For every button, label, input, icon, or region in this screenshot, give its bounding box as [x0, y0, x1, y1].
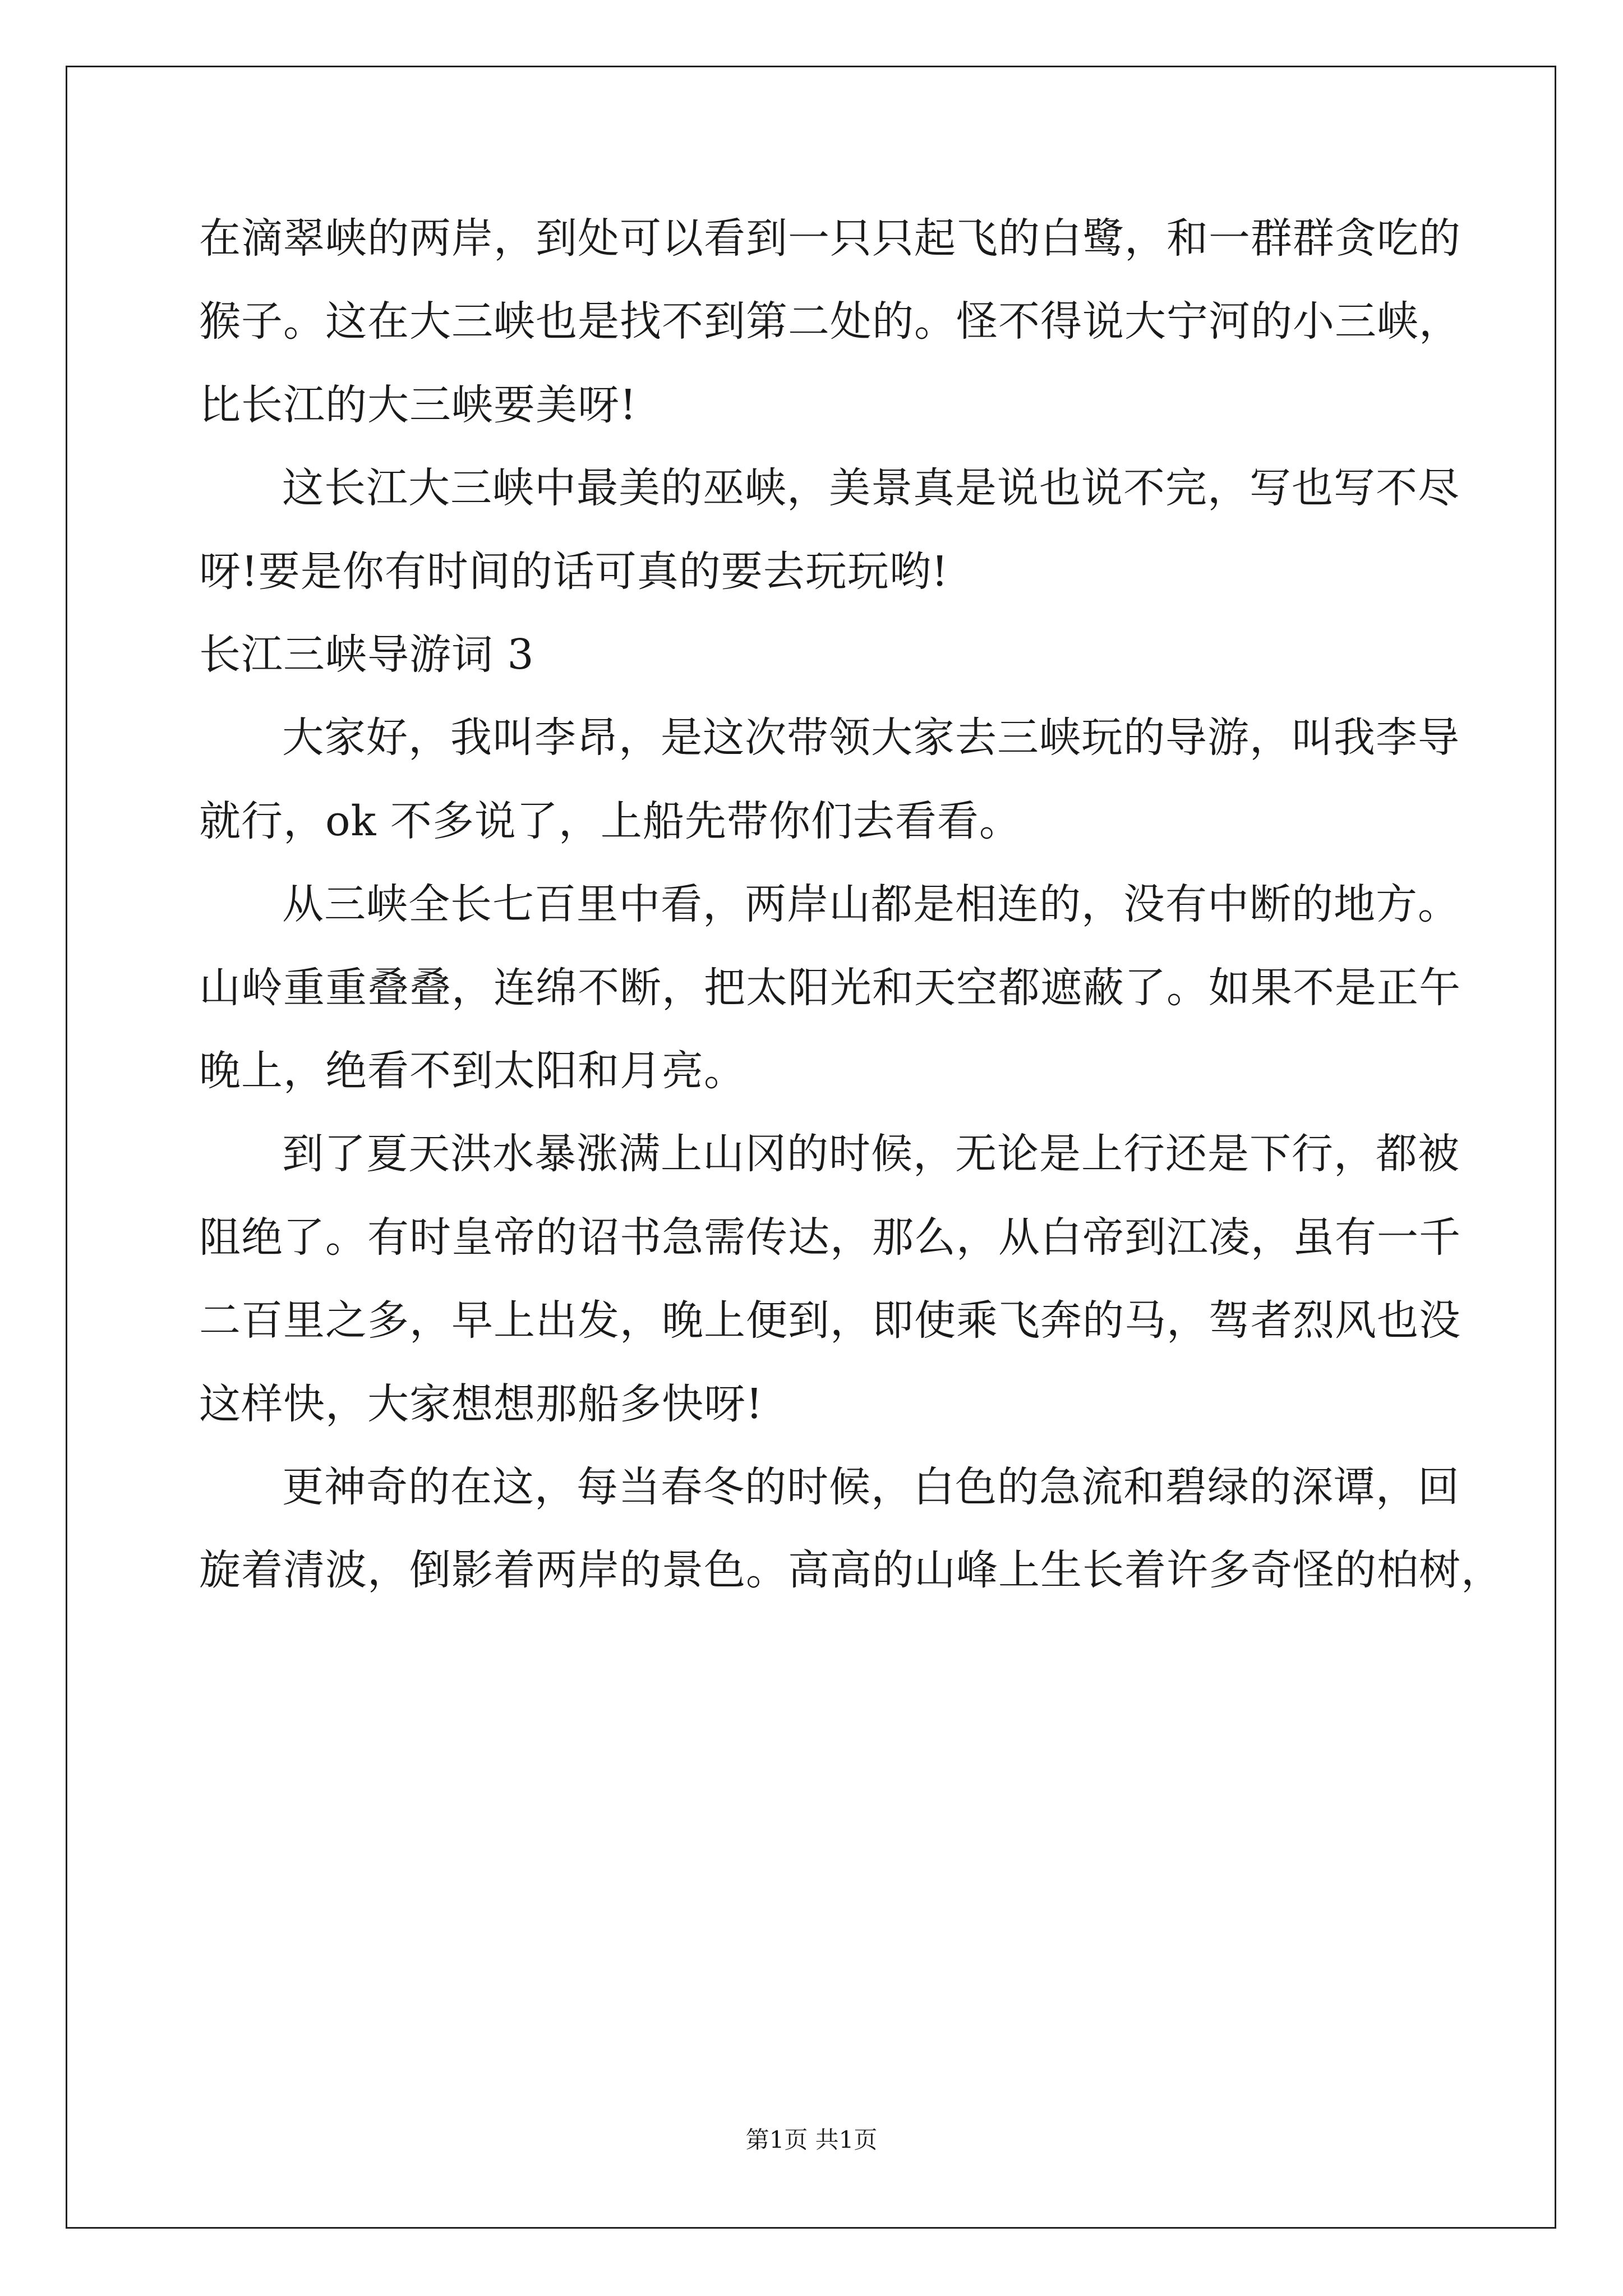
text-line: 山岭重重叠叠，连绵不断，把太阳光和天空都遮蔽了。如果不是正午: [199, 964, 1461, 1012]
page-footer: 第1页 共1页: [745, 2126, 878, 2154]
text-line: 这样快，大家想想那船多快呀!: [199, 1380, 763, 1428]
text-line: 晚上，绝看不到太阳和月亮。: [199, 1047, 746, 1095]
text-line: 二百里之多，早上出发，晚上便到，即使乘飞奔的马，驾者烈风也没: [199, 1296, 1461, 1345]
text-line: 在滴翠峡的两岸，到处可以看到一只只起飞的白鹭，和一群群贪吃的: [199, 214, 1461, 263]
text-line: 旋着清波，倒影着两岸的景色。高高的山峰上生长着许多奇怪的柏树，: [199, 1546, 1503, 1594]
section-heading: 长江三峡导游词 3: [199, 631, 534, 679]
paragraph-first-line: 这长江大三峡中最美的巫峡，美景真是说也说不完，写也写不尽: [282, 464, 1460, 512]
text-line: 就行，ok 不多说了，上船先带你们去看看。: [199, 797, 1021, 845]
text-line: 猴子。这在大三峡也是找不到第二处的。怪不得说大宁河的小三峡，: [199, 297, 1461, 346]
paragraph-first-line: 更神奇的在这，每当春冬的时候，白色的急流和碧绿的深谭，回: [282, 1463, 1460, 1511]
paragraph-first-line: 大家好，我叫李昂，是这次带领大家去三峡玩的导游，叫我李导: [282, 714, 1460, 762]
text-line: 呀!要是你有时间的话可真的要去玩玩哟!: [199, 547, 949, 596]
paragraph-first-line: 从三峡全长七百里中看，两岸山都是相连的，没有中断的地方。: [282, 880, 1460, 928]
paragraph-first-line: 到了夏天洪水暴涨满上山冈的时候，无论是上行还是下行，都被: [282, 1130, 1460, 1178]
text-line: 比长江的大三峡要美呀!: [199, 381, 637, 429]
text-line: 阻绝了。有时皇帝的诏书急需传达，那么，从白帝到江凌，虽有一千: [199, 1213, 1461, 1262]
